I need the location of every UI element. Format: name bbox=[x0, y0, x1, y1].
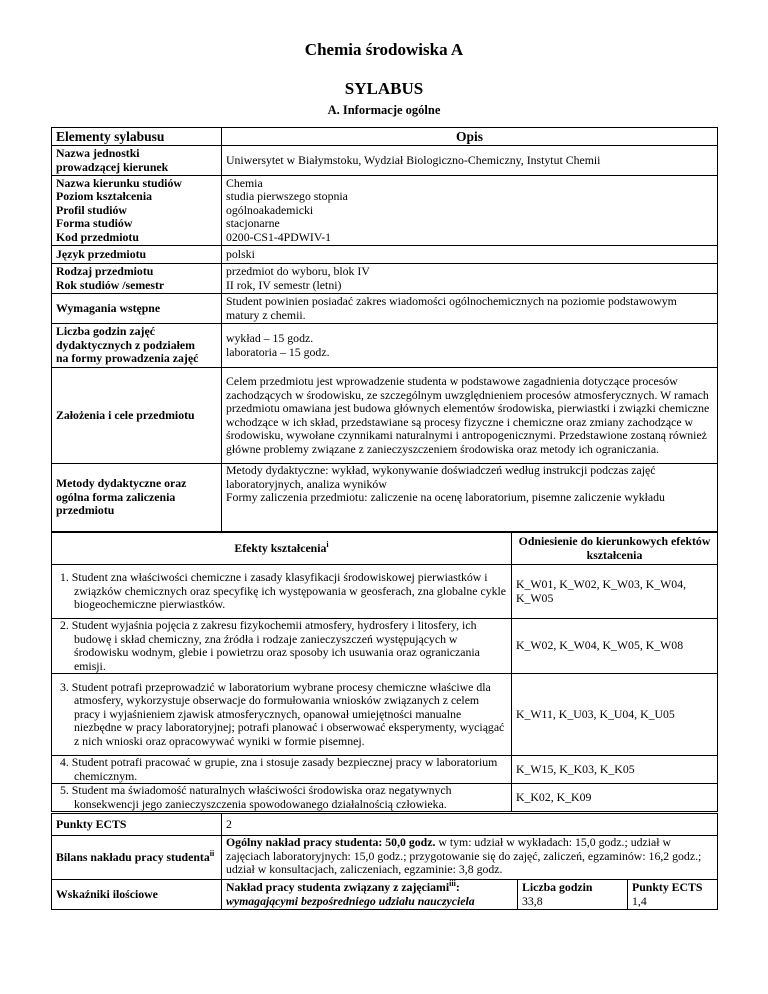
ects-label: Punkty ECTS bbox=[52, 814, 222, 836]
requirements-value: Student powinien posiadać zakres wiadomości ogólnochemicznych na poziomie podstawowym matury z chemii. bbox=[222, 294, 718, 324]
outcomes-header: Efekty kształcenia$^i$ bbox=[52, 533, 512, 565]
hours-label: Liczba godzin zajęć dydaktycznych z podziałem na formy prowadzenia zajęć bbox=[52, 324, 222, 368]
outcome-ref-1: K_W01, K_W02, K_W03, K_W04, K_W05 bbox=[512, 565, 718, 619]
program-values: Chemia studia pierwszego stopnia ogólnoakademicki stacjonarne 0200-CS1-4PDWIV-1 bbox=[222, 176, 718, 246]
general-info-table bbox=[51, 127, 718, 532]
section-heading: A. Informacje ogólne bbox=[327, 103, 441, 117]
col-header-elements: Elementy sylabusu bbox=[52, 128, 222, 146]
goals-label: Założenia i cele przedmiotu bbox=[52, 368, 222, 464]
outcome-row-3: 3. Student potrafi przeprowadzić w laboratorium wybrane procesy chemiczne właściwe dla atmosfery, wykorzystuje obserwacje do formułowania wniosków związanych z celem pracy i wyjaśnieniem zjawisk atmosferycznych, opanował umiejętności manualne niezbędne w pracy laboratoryjnej; potrafi planować i obserwować eksperymenty, wyciągać z nich wnioski oraz opracowywać wyniki w formie pisemnej. bbox=[52, 674, 512, 756]
course-title: Chemia środowiska A bbox=[304, 40, 464, 59]
workload-value: Ogólny nakład pracy studenta: 50,0 godz. w tym: udział w wykładach: 15,0 godz.; udział w zajęciach laboratoryjnych: 15,0 godz.; przygotowanie się do zajęć, zaliczeń, egzaminów: 16,2 godz.; udział w konsultacjach, zaliczeniach, egzaminie: 3,8 godz. bbox=[222, 836, 718, 880]
points-column: Punkty ECTS 1,4 bbox=[628, 880, 718, 910]
unit-value: Uniwersytet w Białymstoku, Wydział Biologiczno-Chemiczny, Instytut Chemii bbox=[222, 146, 718, 176]
outcome-row-4: 4. Student potrafi pracować w grupie, zna i stosuje zasady bezpiecznej pracy w laboratorium chemicznym. bbox=[52, 756, 512, 784]
methods-value: Metody dydaktyczne: wykład, wykonywanie doświadczeń według instrukcji podczas zajęć laboratoryjnych, analiza wyników Formy zaliczenia przedmiotu: zaliczenie na ocenę laboratorium, pisemne zaliczenie wykładu bbox=[222, 464, 718, 532]
outcome-ref-3: K_W11, K_U03, K_U04, K_U05 bbox=[512, 674, 718, 756]
hours-column: Liczba godzin 33,8 bbox=[518, 880, 628, 910]
ects-value: 2 bbox=[222, 814, 718, 836]
hours-value: wykład – 15 godz. laboratoria – 15 godz. bbox=[222, 324, 718, 368]
unit-label: Nazwa jednostki prowadzącej kierunek bbox=[52, 146, 222, 176]
document-type: SYLABUS bbox=[344, 79, 424, 98]
type-year-values: przedmiot do wyboru, blok IV II rok, IV semestr (letni) bbox=[222, 264, 718, 294]
methods-label: Metody dydaktyczne oraz ogólna forma zaliczenia przedmiotu bbox=[52, 464, 222, 532]
ects-table bbox=[51, 813, 718, 910]
program-labels: Nazwa kierunku studiów Poziom kształcenia Profil studiów Forma studiów Kod przedmiotu bbox=[52, 176, 222, 246]
indicators-label: Wskaźniki ilościowe bbox=[52, 880, 222, 910]
workload-label: Bilans nakładu pracy studenta$^{ii}$ bbox=[52, 836, 222, 880]
indicators-description: Nakład pracy studenta związany z zajęciami$^{iii}$: wymagającymi bezpośredniego udziału nauczyciela bbox=[222, 880, 518, 910]
goals-value: Celem przedmiotu jest wprowadzenie studenta w podstawowe zagadnienia dotyczące procesów zachodzących w środowisku, ze szczególnym uwzględnieniem procesów atmosferycznych. W ramach przedmiotu omawiana jest budowa głównych elementów środowiska, pierwiastki i związki chemiczne wchodzące w ich skład, przedstawiane są procesy fizyczne i chemiczne oraz zmiany zachodzące w środowisku, wywołane czynnikami naturalnymi i antropogenicznymi. Przedstawione zostaną również główne problemy związane z zanieczyszczeniem środowiska oraz metody ich ograniczania. bbox=[222, 368, 718, 464]
outcome-row-1: 1. Student zna właściwości chemiczne i zasady klasyfikacji środowiskowej pierwiastków i związków chemicznych oraz specyfikę ich występowania w geosferach, zna globalne cykle biogeochemiczne pierwiastków. bbox=[52, 565, 512, 619]
outcome-ref-4: K_W15, K_K03, K_K05 bbox=[512, 756, 718, 784]
outcome-ref-2: K_W02, K_W04, K_W05, K_W08 bbox=[512, 619, 718, 674]
language-value: polski bbox=[222, 246, 718, 264]
outcome-ref-5: K_K02, K_K09 bbox=[512, 784, 718, 812]
requirements-label: Wymagania wstępne bbox=[52, 294, 222, 324]
reference-header: Odniesienie do kierunkowych efektów kształcenia bbox=[512, 533, 718, 565]
outcome-row-2: 2. Student wyjaśnia pojęcia z zakresu fizykochemii atmosfery, hydrosfery i litosfery, ich budowę i skład chemiczny, zna źródła i rodzaje zanieczyszczeń występujących w środowisku wodnym, glebie i powietrzu oraz sposoby ich usuwania oraz ograniczania emisji. bbox=[52, 619, 512, 674]
type-year-labels: Rodzaj przedmiotu Rok studiów /semestr bbox=[52, 264, 222, 294]
col-header-description: Opis bbox=[222, 128, 718, 146]
language-label: Język przedmiotu bbox=[52, 246, 222, 264]
learning-outcomes-table bbox=[51, 532, 718, 812]
outcome-row-5: 5. Student ma świadomość naturalnych właściwości środowiska oraz negatywnych konsekwencji jego zanieczyszczenia spowodowanego działalnością człowieka. bbox=[52, 784, 512, 812]
